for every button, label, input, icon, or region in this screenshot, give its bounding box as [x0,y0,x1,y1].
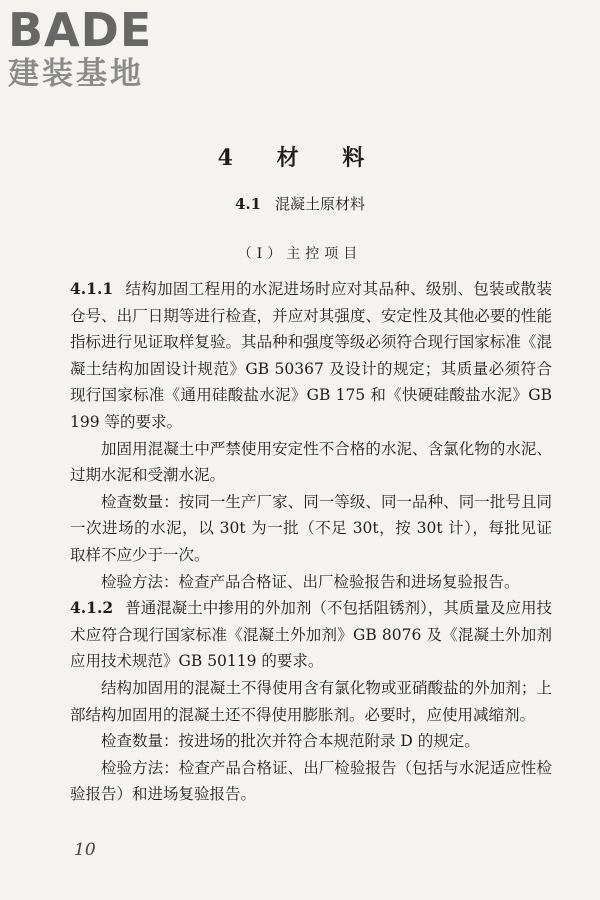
document-body [70,276,552,808]
logo-sub-text: 建装基地 [8,56,144,92]
page-number: 10 [74,840,96,860]
section-heading [0,193,600,214]
clause-number: 4.1.1 [70,279,114,298]
logo-main-text: BADE [8,3,153,57]
clause-4-1-1 [70,276,552,436]
clause-number: 4.1.2 [70,598,114,618]
inspection-quantity: 检查数量：按同一生产厂家、同一等级、同一品种、同一批号且同一次进场的水泥，以 30t 为一批（不足 30t，按 30t 计），每批见证取样不应少于一次。 [70,492,552,564]
inspection-quantity: 检查数量：按进场的批次并符合本规范附录 D 的规定。 [101,732,480,751]
clause-text: 普通混凝土中掺用的外加剂（不包括阻锈剂），其质量及应用技术应符合现行国家标准《混凝土外加剂》GB 8076 及《混凝土外加剂应用技术规范》GB 50119 的要求。 [70,599,552,671]
clause-paragraph: 结构加固用的混凝土不得使用含有氯化物或亚硝酸盐的外加剂；上部结构加固用的混凝土还不得使用膨胀剂。必要时，应使用减缩剂。 [70,678,552,724]
chapter-title: 4 材 料 [217,145,383,171]
clause-text: 结构加固工程用的水泥进场时应对其品种、级别、包装或散装仓号、出厂日期等进行检查，并应对其强度、安定性及其他必要的性能指标进行见证取样复验。其品种和强度等级必须符合现行国家标准《混凝土结构加固设计规范》GB 50367 及设计的规定；其质量必须符合现行国家标准《通用硅酸盐水泥》GB 175 和《快硬硅酸盐水泥》GB 199 等的要求。 [70,280,552,431]
inspection-method: 检验方法：检查产品合格证、出厂检验报告和进场复验报告。 [101,572,520,591]
clause-paragraph: 加固用混凝土中严禁使用安定性不合格的水泥、含氯化物的水泥、过期水泥和受潮水泥。 [70,439,552,485]
section-title: 混凝土原材料 [275,195,366,213]
section-number: 4.1 [234,195,262,213]
subsection-title: （Ⅰ）主控项目 [237,246,363,262]
clause-4-1-2 [70,595,552,675]
bade-logo [8,3,178,92]
inspection-method: 检验方法：检查产品合格证、出厂检验报告（包括与水泥适应性检验报告）和进场复验报告。 [70,758,552,804]
